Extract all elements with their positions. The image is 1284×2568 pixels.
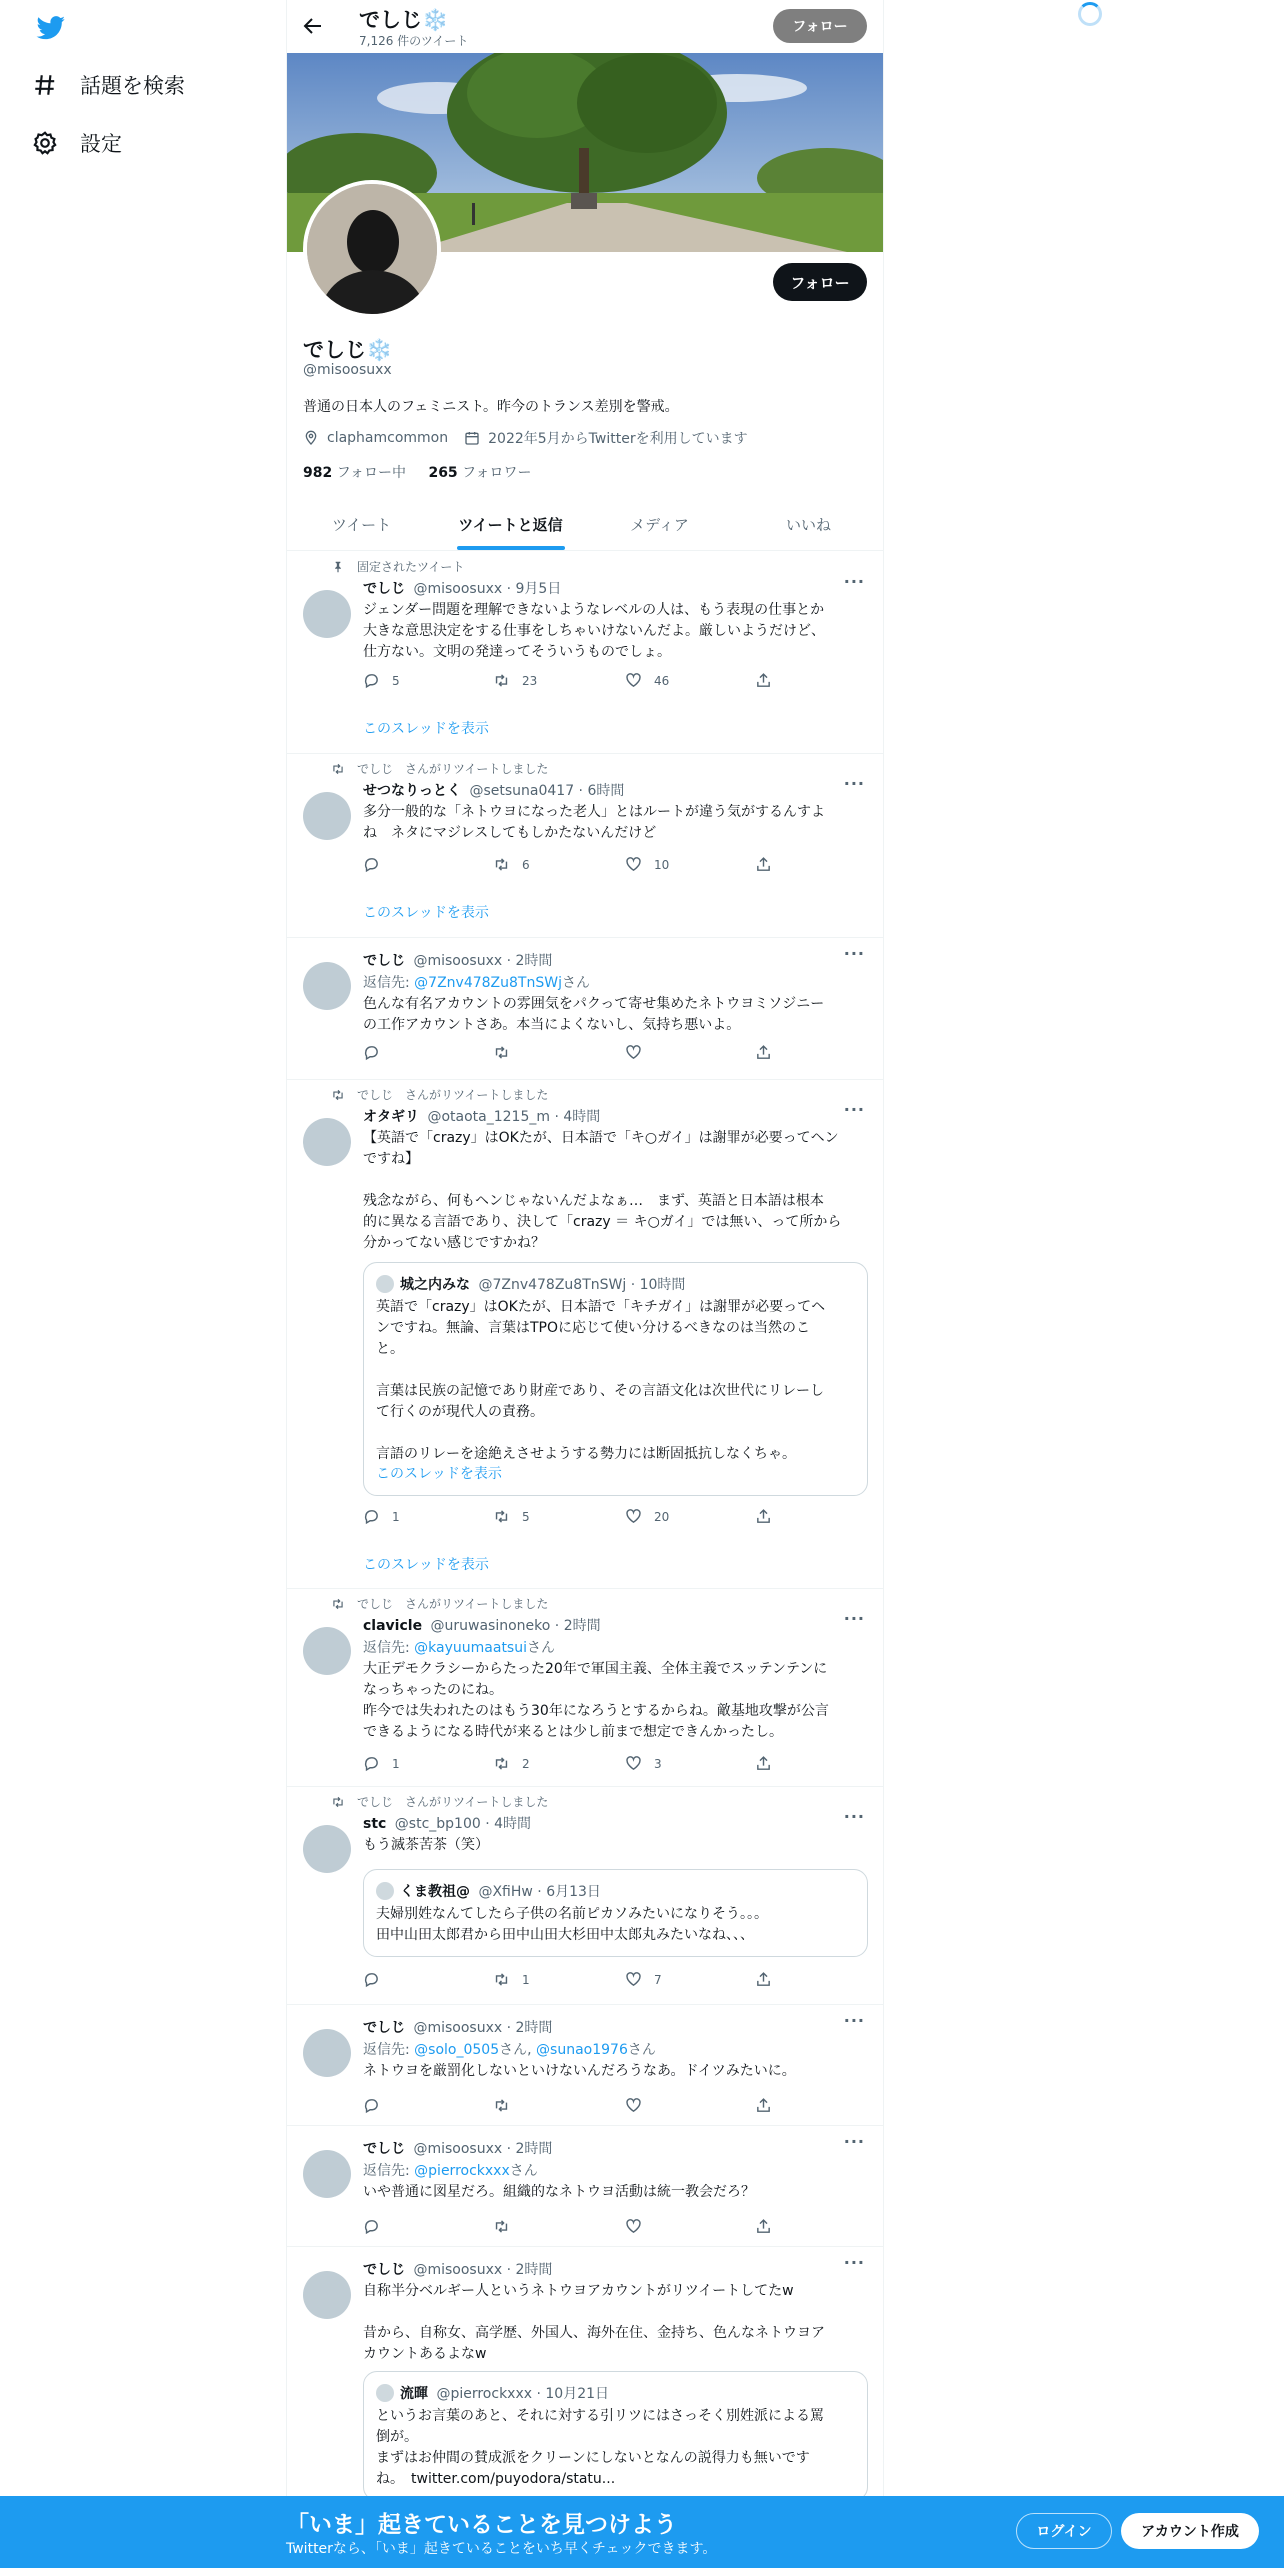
retweet-button[interactable] [493,2097,522,2114]
more-options-icon[interactable]: ··· [843,944,865,963]
quote-show-thread-link[interactable]: このスレッドを表示 [376,1466,502,1482]
login-button[interactable]: ログイン [1016,2513,1112,2549]
like-button[interactable]: 20 [625,1508,669,1525]
like-button[interactable]: 46 [625,672,669,689]
retweet-context-icon [331,762,345,776]
share-button[interactable] [755,1044,772,1061]
more-options-icon[interactable]: ··· [843,1807,865,1826]
like-button[interactable]: 10 [625,856,669,873]
tab-media[interactable]: メディア [630,515,689,534]
tweet-text: 色んな有名アカウントの雰囲気をパクって寄せ集めたネトウヨミソジニー の工作アカウントさあ。本当によくないし、気持ち悪いよ。 [363,996,825,1033]
quote-text: 英語で「crazy」はOKたが、日本語で「キチガイ」は謝罪が必要ってヘ ンですね。無論、言葉はTPOに応じて使い分けるべきなのは当然のこ と。 言葉は民族の記憶であり財産であり、その言語文化は次世代にリレーし て行くのが現代人の責務。 言語のリレーを途絶えさせようする勢力には断固抵抗しなくちゃ。 [376,1299,826,1462]
profile-joined: 2022年5月からTwitterを利用しています [488,431,748,447]
reply-button[interactable] [363,2218,392,2235]
author-handle[interactable]: @misoosuxx [413,581,503,597]
avatar[interactable] [303,1825,351,1873]
author-name[interactable]: でしじ [363,581,405,597]
tweet-time[interactable]: 4時間 [563,1109,601,1125]
tweet[interactable] [287,938,883,1080]
tweet-context: 固定されたツイート [331,558,464,575]
profile-stats [303,462,531,482]
tweet-text: ネトウヨを厳罰化しないといけないんだろうなあ。ドイツみたいに。 [363,2063,796,2079]
profile-avatar[interactable] [303,180,441,318]
tweet-header: でしじ @misoosuxx · 2時間 [363,2020,553,2036]
tweet-text: 大正デモクラシーからたった20年で軍国主義、全体主義でスッテンテンに なっちゃったのにね。 昨今では失われたのはもう30年になろうとするからね。敵基地攻撃が公言 できるようになる時代が来るとは少し前まで想定できんかったし。 [363,1661,829,1740]
quote-avatar [376,1275,394,1293]
author-name[interactable]: せつなりっとく [363,783,461,799]
more-options-icon[interactable]: ··· [843,774,865,793]
share-icon [755,1508,772,1525]
share-button[interactable] [755,1971,772,1988]
avatar[interactable] [303,590,351,638]
more-options-icon[interactable]: ··· [843,2253,865,2272]
reply-icon [363,1971,380,1988]
quote-avatar [376,1882,394,1900]
more-options-icon[interactable]: ··· [843,2132,865,2151]
tweet-context: でしじ さんがリツイートしました [331,760,548,777]
retweet-button[interactable]: 5 [493,1508,530,1525]
quote-header: 城之内みな @7Znv478Zu8TnSWj · 10時間 [400,1277,686,1293]
tab-likes[interactable]: いいね [785,515,831,534]
reply-to: 返信先: @pierrockxxxさん [363,2163,538,2179]
tweet[interactable] [287,1787,883,2005]
location-pin-icon [303,430,319,446]
tab-tweets-and-replies[interactable]: ツイートと返信 [436,498,585,550]
reply-to: 返信先: @kayuumaatsuiさん [363,1640,555,1656]
header-follow-button[interactable]: フォロー [773,9,867,43]
avatar[interactable] [303,962,351,1010]
like-button[interactable] [625,1044,654,1061]
tweet-header: オタギリ @otaota_1215_m · 4時間 [363,1109,601,1125]
reply-button[interactable]: 1 [363,1755,400,1772]
retweet-icon [493,672,510,689]
tweet-time[interactable]: 2時間 [515,2141,553,2157]
retweet-icon [493,1971,510,1988]
more-options-icon[interactable]: ··· [843,1609,865,1628]
profile-tabs [287,498,883,551]
tweet-header: せつなりっとく @setsuna0417 · 6時間 [363,783,625,799]
reply-to: 返信先: @7Znv478Zu8TnSWjさん [363,975,590,991]
reply-to-link[interactable]: @solo_0505 [414,2042,500,2058]
tab-tweets[interactable]: ツイート [331,515,392,534]
heart-icon [625,856,642,873]
share-button[interactable] [755,2097,772,2114]
reply-button[interactable]: 5 [363,672,400,689]
share-button[interactable] [755,672,772,689]
timeline-column [286,0,884,2568]
retweet-context-icon [331,1795,345,1809]
following-link[interactable]: 982 フォロー中 [303,465,406,481]
tweet[interactable] [287,754,883,938]
banner-subtext: Twitterなら、「いま」起きていることをいち早くチェックできます。 [286,2541,717,2557]
sidebar-item-label: 話題を検索 [80,74,185,98]
retweet-button[interactable]: 6 [493,856,530,873]
header-name: でしじ❄️ [359,8,449,32]
tweet-context: でしじ さんがリツイートしました [331,1793,548,1810]
show-thread-link[interactable]: このスレッドを表示 [363,721,489,737]
profile-bio: 普通の日本人のフェミニスト。昨今のトランス差別を警戒。 [303,399,679,415]
reply-to-link[interactable]: @kayuumaatsui [414,1640,527,1656]
followers-link[interactable]: 265 フォロワー [428,465,532,481]
like-button[interactable] [625,2097,654,2114]
reply-icon [363,2097,380,2114]
quote-avatar [376,2384,394,2402]
quoted-tweet[interactable] [363,1262,868,1496]
retweet-icon [493,1755,510,1772]
tweet-header: でしじ @misoosuxx · 2時間 [363,953,553,969]
retweet-button[interactable]: 2 [493,1755,530,1772]
reply-to-link[interactable]: @7Znv478Zu8TnSWj [414,975,562,991]
show-thread-link[interactable]: このスレッドを表示 [363,905,489,921]
pin-icon [331,560,345,574]
reply-button[interactable] [363,1044,392,1061]
tweet-time[interactable]: 2時間 [515,953,553,969]
tweet-actions [363,2097,803,2117]
retweet-button[interactable] [493,1044,522,1061]
profile-header-bar [287,0,883,53]
tweet-header: stc @stc_bp100 · 4時間 [363,1816,532,1832]
reply-button[interactable] [363,1971,392,1988]
author-handle[interactable]: @misoosuxx [413,953,503,969]
avatar[interactable] [303,2029,351,2077]
tweet-header: でしじ @misoosuxx · 2時間 [363,2141,553,2157]
retweet-icon [493,1044,510,1061]
author-handle[interactable]: @misoosuxx [413,2262,503,2278]
reply-to-link[interactable]: @sunao1976 [536,2042,628,2058]
tweet-header: でしじ @misoosuxx · 2時間 [363,2262,553,2278]
tweet[interactable] [287,2126,883,2247]
retweet-context-icon [331,1597,345,1611]
share-button[interactable] [755,1508,772,1525]
sidebar-item-explore[interactable] [32,70,185,100]
heart-icon [625,1044,642,1061]
bottom-signup-banner [0,2496,1284,2568]
share-icon [755,2097,772,2114]
retweet-icon [493,2097,510,2114]
tweet[interactable] [287,2247,883,2507]
share-icon [755,2218,772,2235]
heart-icon [625,1508,642,1525]
reply-icon [363,672,380,689]
tweet-actions [363,1971,803,1991]
share-icon [755,672,772,689]
profile-name: でしじ❄️ [303,338,393,362]
reply-icon [363,1508,380,1525]
reply-button[interactable]: 1 [363,1508,400,1525]
author-name[interactable]: でしじ [363,2020,405,2036]
more-options-icon[interactable]: ··· [843,572,865,591]
retweet-button[interactable]: 23 [493,672,537,689]
tweet-actions [363,672,803,692]
calendar-icon [464,430,480,446]
heart-icon [625,672,642,689]
share-icon [755,856,772,873]
like-button[interactable]: 7 [625,1971,662,1988]
tweet[interactable] [287,2005,883,2126]
share-button[interactable] [755,2218,772,2235]
tweet-time[interactable]: 2時間 [515,2262,553,2278]
tweet-actions [363,1508,803,1528]
reply-to-link[interactable]: @pierrockxxx [414,2163,510,2179]
more-options-icon[interactable]: ··· [843,1100,865,1119]
retweet-button[interactable] [493,2218,522,2235]
profile-location: claphamcommon [327,430,449,446]
gear-icon [32,130,58,156]
reply-icon [363,2218,380,2235]
quote-text: というお言葉のあと、それに対する引リツにはさっそく別姓派による罵 倒が。 まずはお仲間の賛成派をクリーンにしないとなんの説得力も無いです ね。 twitter.com/puyodora/statu... [376,2408,824,2487]
share-button[interactable] [755,1755,772,1772]
tweet-text: 多分一般的な「ネトウヨになった老人」とはルートが違う気がするんすよ ね ネタにマジレスしてもしかたないんだけど [363,804,825,841]
tweet-context: でしじ さんがリツイートしました [331,1595,548,1612]
like-button[interactable]: 3 [625,1755,662,1772]
twitter-bird-icon[interactable] [36,16,66,40]
author-handle[interactable]: @otaota_1215_m [427,1109,550,1125]
author-handle[interactable]: @setsuna0417 [469,783,575,799]
tweet-text: ジェンダー問題を理解できないようなレベルの人は、もう表現の仕事とか 大きな意思決定をする仕事をしちゃいけないんだよ。厳しいようだけど、 仕方ない。文明の発達ってそういうものでしょ。 [363,602,825,660]
profile-handle: @misoosuxx [303,362,392,378]
tweet-time[interactable]: 2時間 [563,1618,601,1634]
author-handle[interactable]: @misoosuxx [413,2020,503,2036]
sidebar-item-label: 設定 [80,132,122,156]
tweet-actions [363,1044,803,1064]
signup-button[interactable]: アカウント作成 [1121,2513,1259,2549]
reply-icon [363,1044,380,1061]
tweet-actions [363,1755,803,1775]
tweet[interactable] [287,1080,883,1589]
avatar[interactable] [303,2150,351,2198]
tweet-time[interactable]: 4時間 [494,1816,532,1832]
reply-button[interactable] [363,856,392,873]
tweet-header: でしじ @misoosuxx · 9月5日 [363,581,562,597]
tweet-actions [363,2218,803,2238]
avatar[interactable] [303,2271,351,2319]
back-arrow-icon[interactable] [301,14,325,38]
tweet-time[interactable]: 2時間 [515,2020,553,2036]
author-name[interactable]: でしじ [363,953,405,969]
reply-button[interactable] [363,2097,392,2114]
header-tweet-count: 7,126 件のツイート [359,34,469,48]
quote-header: くま教祖@ @XfiHw · 6月13日 [400,1884,601,1900]
banner-headline: 「いま」起きていることを見つけよう [286,2512,677,2538]
tweet-header: clavicle @uruwasinoneko · 2時間 [363,1618,601,1634]
tweet[interactable] [287,1589,883,1787]
more-options-icon[interactable]: ··· [843,2011,865,2030]
quote-header: 流暉 @pierrockxxx · 10月21日 [400,2386,610,2402]
tweet-context: でしじ さんがリツイートしました [331,1086,548,1103]
reply-to: 返信先: @solo_0505さん, @sunao1976さん [363,2042,656,2058]
avatar[interactable] [303,1627,351,1675]
quote-text: 夫婦別姓なんてしたら子供の名前ピカソみたいになりそう。。。 田中山田太郎君から田中山田大杉田中太郎丸みたいなね、、、 [376,1906,768,1943]
avatar[interactable] [303,792,351,840]
tweet[interactable] [287,552,883,754]
quoted-tweet[interactable] [363,1869,868,1957]
retweet-icon [493,2218,510,2235]
author-handle[interactable]: @stc_bp100 [394,1816,481,1832]
retweet-button[interactable]: 1 [493,1971,530,1988]
share-icon [755,1971,772,1988]
tweet-actions [363,856,803,876]
tweet-time[interactable]: 6時間 [587,783,625,799]
heart-icon [625,2218,642,2235]
heart-icon [625,1755,642,1772]
tweet-time[interactable]: 9月5日 [515,581,562,597]
retweet-icon [493,856,510,873]
share-icon [755,1044,772,1061]
author-name[interactable]: でしじ [363,2141,405,2157]
author-handle[interactable]: @misoosuxx [413,2141,503,2157]
author-name[interactable]: clavicle [363,1618,423,1634]
author-name[interactable]: オタギリ [363,1109,419,1125]
heart-icon [625,1971,642,1988]
follow-button[interactable]: フォロー [773,263,867,301]
heart-icon [625,2097,642,2114]
hashtag-icon [32,72,58,98]
profile-meta [303,428,748,448]
retweet-context-icon [331,1088,345,1102]
tweet-text: 自称半分ベルギー人というネトウヨアカウントがリツイートしてたw 昔から、自称女、高学歴、外国人、海外在住、金持ち、色んなネトウヨア カウントあるよなw [363,2283,825,2362]
quoted-tweet[interactable] [363,2371,868,2501]
retweet-icon [493,1508,510,1525]
like-button[interactable] [625,2218,654,2235]
reply-icon [363,1755,380,1772]
tweet-text: もう滅茶苦茶（笑） [363,1837,489,1853]
tweet-text: いや普通に図星だろ。組織的なネトウヨ活動は統一教会だろ？ [363,2184,755,2200]
show-thread-link[interactable]: このスレッドを表示 [363,1557,489,1573]
loading-spinner-icon [1078,2,1102,26]
tweet-text: 【英語で「crazy」はOKたが、日本語で「キ○ガイ」は謝罪が必要ってヘン ですね】 残念ながら、何もヘンじゃないんだよなぁ… まず、英語と日本語は根本 的に異なる言語であり、決して「crazy ＝ キ○ガイ」では無い、って所から 分かってない感じですかね？ [363,1130,842,1251]
author-name[interactable]: stc [363,1816,387,1832]
avatar[interactable] [303,1118,351,1166]
author-name[interactable]: でしじ [363,2262,405,2278]
share-icon [755,1755,772,1772]
reply-icon [363,856,380,873]
author-handle[interactable]: @uruwasinoneko [430,1618,551,1634]
sidebar-item-settings[interactable] [32,128,122,158]
share-button[interactable] [755,856,772,873]
